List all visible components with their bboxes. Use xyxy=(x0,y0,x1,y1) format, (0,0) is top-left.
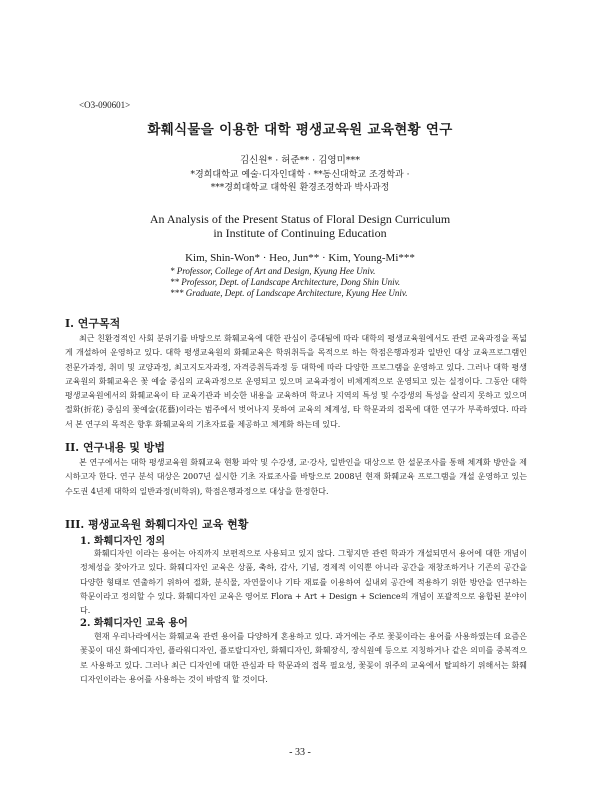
subsection-1-body xyxy=(80,547,527,618)
korean-affiliation-1: *경희대학교 예술·디자인대학 · **동신대학교 조경학과 · xyxy=(190,170,410,180)
korean-authors: 김신원* · 허준** · 김영미*** xyxy=(239,155,361,166)
english-authors: Kim, Shin-Won* · Heo, Jun** · Kim, Young-Mi*** xyxy=(185,252,415,264)
subsection-2-paragraph: 현재 우리나라에서는 화훼교육 관련 용어를 다양하게 혼용하고 있다. 과거에는 주로 꽃꽂이라는 용어를 사용하였는데 요즘은 꽃꽂이 대신 화예디자인, 플라워디자인, 플로랄디자인, 화훼디자인, 화훼장식, 장식원예 등으로 지칭하거나 같은 의미를 중복적으로 사용하고 있다. 그러나 최근 디자인에 대한 관심과 타 학문과의 접목 필요성, 꽃꽂이 위주의 교육에서 탈피하기 위해서는 화훼디자인이라는 용어를 사용하는 것이 바람직 할 것이다. xyxy=(80,632,527,684)
korean-affiliation-2: ***경희대학교 대학원 환경조경학과 박사과정 xyxy=(210,183,390,193)
subsection-1-heading: 1. 화훼디자인 정의 xyxy=(80,536,166,547)
page-number: - 33 - xyxy=(289,747,311,758)
section-3-heading: III. 평생교육원 화훼디자인 교육 현황 xyxy=(65,518,249,531)
subsection-1-paragraph: 화훼디자인 이라는 용어는 아직까지 보편적으로 사용되고 있지 않다. 그렇지만 관련 학과가 개설되면서 용어에 대한 개념이 정체성을 찾아가고 있다. 화훼디자인 교육은 상품, 축하, 감사, 기념, 경제적 이익뿐 아니라 공간을 재창조하거나 기존의 공간을 다양한 형태로 연출하기 위하여 절화, 분식물, 자연물이나 기타 재료를 이용하여 실내외 공간에 적용하기 위한 방안을 연구하는 학문이라고 정의할 수 있다. 화훼디자인 교육은 영어로 Flora + Art + Design + Science의 개념이 포괄적으로 융합된 분야이다. xyxy=(80,549,527,616)
section-2-heading: II. 연구내용 및 방법 xyxy=(65,441,165,454)
english-affiliation-1: * Professor, College of Art and Design, Kyung Hee Univ. xyxy=(170,266,376,276)
english-affiliation-3: *** Graduate, Dept. of Landscape Architecture, Kyung Hee Univ. xyxy=(170,288,408,298)
english-title-line-2: in Institute of Continuing Education xyxy=(213,226,387,240)
korean-title: 화훼식물을 이용한 대학 평생교육원 교육현황 연구 xyxy=(147,122,453,138)
section-2-body xyxy=(65,456,527,499)
section-2-paragraph: 본 연구에서는 대학 평생교육원 화훼교육 현황 파악 및 수강생, 교·강사, 일반인을 대상으로 한 설문조사를 통해 체계화 방안을 제시하고자 한다. 연구 분석 대상은 2007년 실시한 기초 자료조사를 바탕으로 2008년 현재 화훼교육 프로그램을 개설 운영하고 있는 수도권 4년제 대학의 일반과정(비학위), 학점은행과정으로 대상을 한정한다. xyxy=(65,458,527,496)
section-1-heading: I. 연구목적 xyxy=(65,317,121,330)
subsection-2-heading: 2. 화훼디자인 교육 용어 xyxy=(80,618,188,629)
section-1-paragraph: 최근 친환경적인 사회 분위기를 바탕으로 화훼교육에 대한 관심이 증대됨에 따라 대학의 평생교육원에서도 관련 교육과정을 폭넓게 개설하여 운영하고 있다. 대학 평생교육원의 화훼교육은 학위취득을 목적으로 하는 학점은행과정과 일반인 대상 교육프로그램인 전문가과정, 취미 및 교양과정, 최고지도자과정, 자격증취득과정 등 대학에 따라 다양한 프로그램을 운영하고 있다. 그러나 대학 평생교육원의 화훼교육은 꽃 예술 중심의 교육과정으로 운영되고 있으며 교육과정이 비체계적으로 운영되고 있는 실정이다. 그동안 대학 평생교육원에서의 화훼교육이 타 교육기관과 비슷한 내용을 교육하며 학교나 지역의 특성 및 수강생의 특성을 살리지 못하고 있으며 절화(折花) 중심의 꽃예술(花藝)이라는 범주에서 벗어나지 못하여 교육의 체계성, 타 학문과의 접목에 대한 연구가 부족하였다. 따라서 본 연구의 목적은 향후 화훼교육의 기초자료를 제공하고 체계화 하는데 있다. xyxy=(65,334,527,429)
english-title-line-1: An Analysis of the Present Status of Floral Design Curriculum xyxy=(149,212,451,226)
english-affiliation-2: ** Professor, Dept. of Landscape Architecture, Dong Shin Univ. xyxy=(170,277,401,287)
subsection-2-body xyxy=(80,630,527,687)
english-title xyxy=(0,212,600,240)
paper-code: <O3-090601> xyxy=(79,100,131,110)
section-1-body xyxy=(65,332,527,432)
